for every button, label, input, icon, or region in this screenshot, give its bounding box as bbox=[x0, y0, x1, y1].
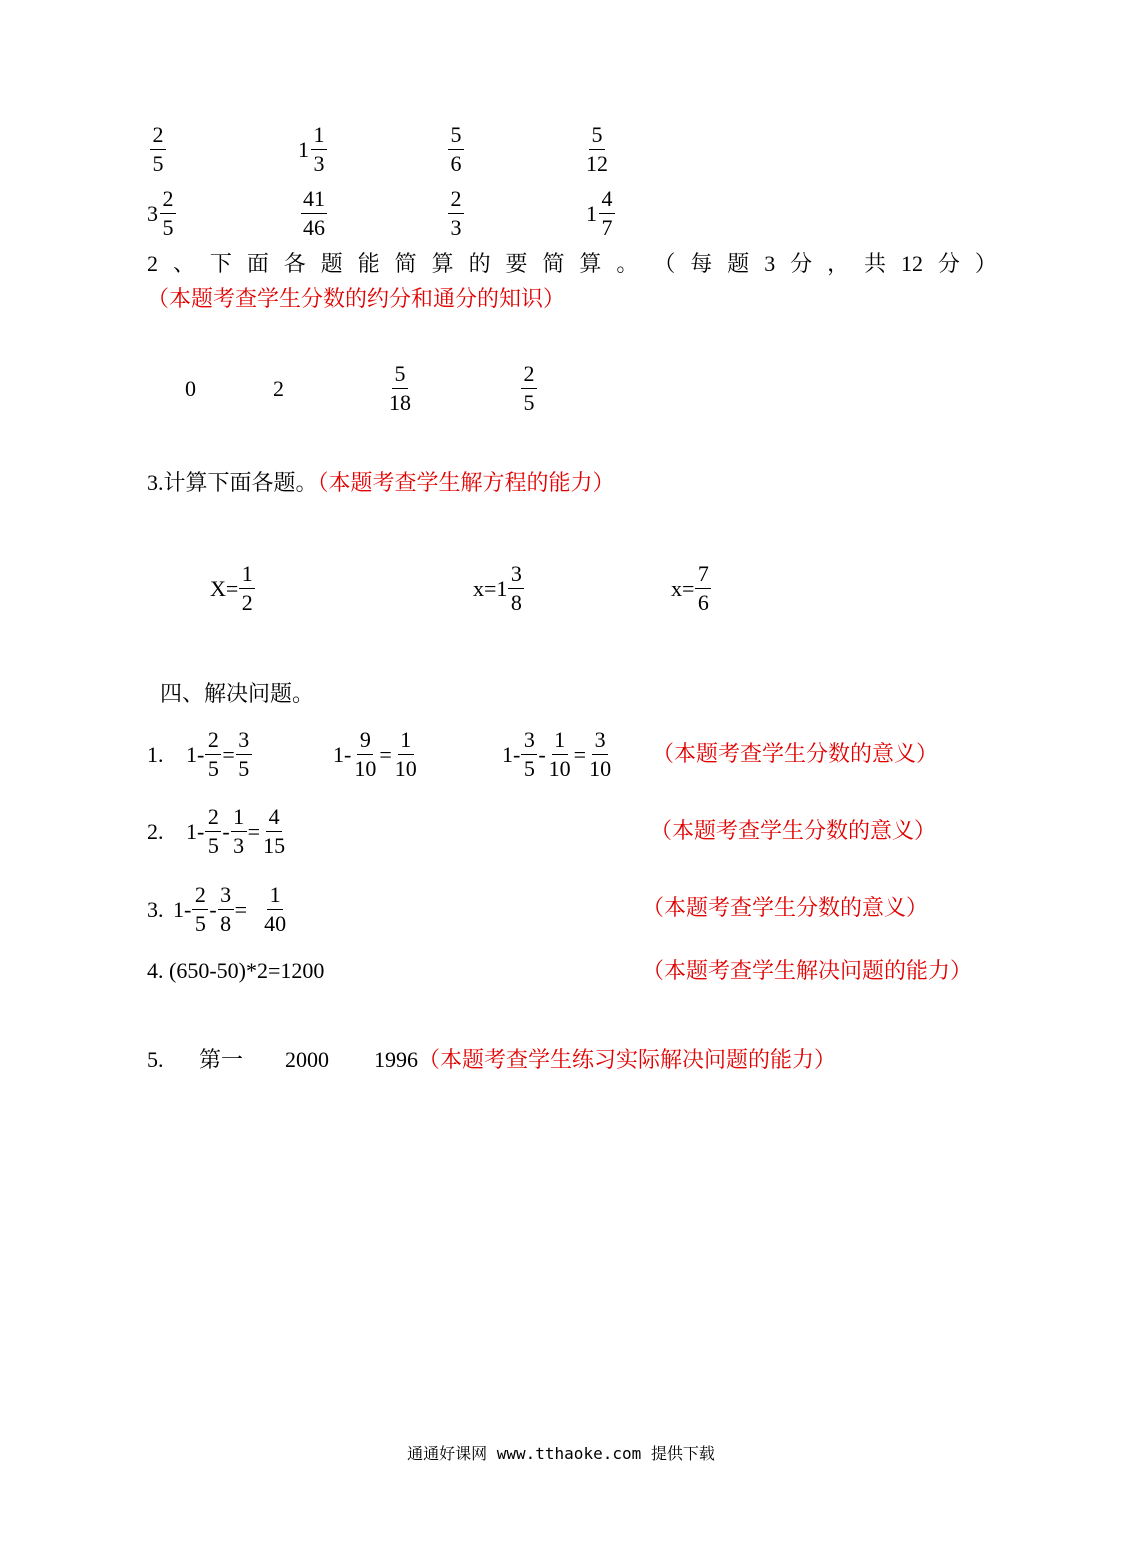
fraction-r2c3: $\frac{2}{3}$ bbox=[448, 188, 464, 239]
q3-answer-c: x= $\frac{7}{6}$ bbox=[671, 563, 712, 614]
p5-label: 5. bbox=[147, 1047, 164, 1072]
q3-answer-a: X= $\frac{1}{2}$ bbox=[210, 563, 256, 614]
q3-note: （本题考查学生解方程的能力） bbox=[317, 470, 615, 495]
fraction-r2c4: $\frac{4}{7}$ bbox=[599, 188, 615, 239]
p2-note: （本题考查学生分数的意义） bbox=[650, 818, 937, 843]
p2-label: 2. bbox=[147, 819, 164, 844]
p4-expr: 4. (650-50)*2=1200 bbox=[147, 958, 325, 983]
p1-expr2: 1- $\frac{9}{10}$ = $\frac{1}{10}$ bbox=[333, 727, 417, 781]
p4-note: （本题考查学生解决问题的能力） bbox=[642, 958, 973, 983]
fraction-r1c3: $\frac{5}{6}$ bbox=[448, 124, 464, 175]
fraction-r2c2: $\frac{41}{46}$ bbox=[303, 186, 325, 240]
fraction-r2c1: $\frac{2}{5}$ bbox=[160, 188, 176, 239]
p5-note: （本题考查学生练习实际解决问题的能力） bbox=[418, 1047, 837, 1072]
p5-answer-1996: 1996 bbox=[374, 1047, 418, 1072]
q2-heading: 2 、 下 面 各 题 能 简 算 的 要 简 算 。 （ 每 题 3 分 ， 共 12 分 ） bbox=[147, 251, 997, 276]
p2-expr: 1- $\frac{2}{5}$ - $\frac{1}{3}$ = $\frac{4}{15}$ bbox=[186, 804, 286, 858]
whole-r2c4: 1 bbox=[586, 201, 597, 226]
p5-answer-first: 第一 bbox=[199, 1047, 244, 1072]
p1-expr3: 1- $\frac{3}{5}$ - $\frac{1}{10}$ = $\frac{3}{10}$ bbox=[502, 727, 612, 781]
p3-label: 3. bbox=[147, 897, 164, 922]
q2-answer-b: 2 bbox=[273, 376, 284, 401]
q2-answer-d: $\frac{2}{5}$ bbox=[521, 363, 537, 414]
q3-heading: 3.计算下面各题。 bbox=[147, 470, 318, 495]
footer-source: 通通好课网 www.tthaoke.com 提供下载 bbox=[407, 1444, 715, 1463]
p5-line bbox=[147, 1048, 836, 1072]
fraction-r1c1: $\frac{2}{5}$ bbox=[150, 124, 166, 175]
fraction-r1c4: $\frac{5}{12}$ bbox=[586, 122, 608, 176]
q3-answer-b: x=1 $\frac{3}{8}$ bbox=[473, 563, 525, 614]
p5-answer-2000: 2000 bbox=[285, 1047, 329, 1072]
p1-note: （本题考查学生分数的意义） bbox=[652, 741, 939, 766]
q2-answer-c: $\frac{5}{18}$ bbox=[389, 361, 411, 415]
fraction-r1c2: $\frac{1}{3}$ bbox=[311, 124, 327, 175]
whole-r1c2: 1 bbox=[298, 137, 309, 162]
p3-expr: 1- $\frac{2}{5}$ - $\frac{3}{8}$ = $\frac{1}{40}$ bbox=[173, 882, 287, 936]
p1-expr1: 1- $\frac{2}{5}$ = $\frac{3}{5}$ bbox=[186, 729, 253, 780]
p3-note: （本题考查学生分数的意义） bbox=[642, 895, 929, 920]
q2-note: （本题考查学生分数的约分和通分的知识） bbox=[147, 286, 566, 311]
section4-heading: 四、解决问题。 bbox=[160, 681, 315, 706]
q2-answer-a: 0 bbox=[185, 376, 196, 401]
whole-r2c1: 3 bbox=[147, 201, 158, 226]
q3-heading-line bbox=[147, 471, 615, 495]
p1-label: 1. bbox=[147, 742, 164, 767]
